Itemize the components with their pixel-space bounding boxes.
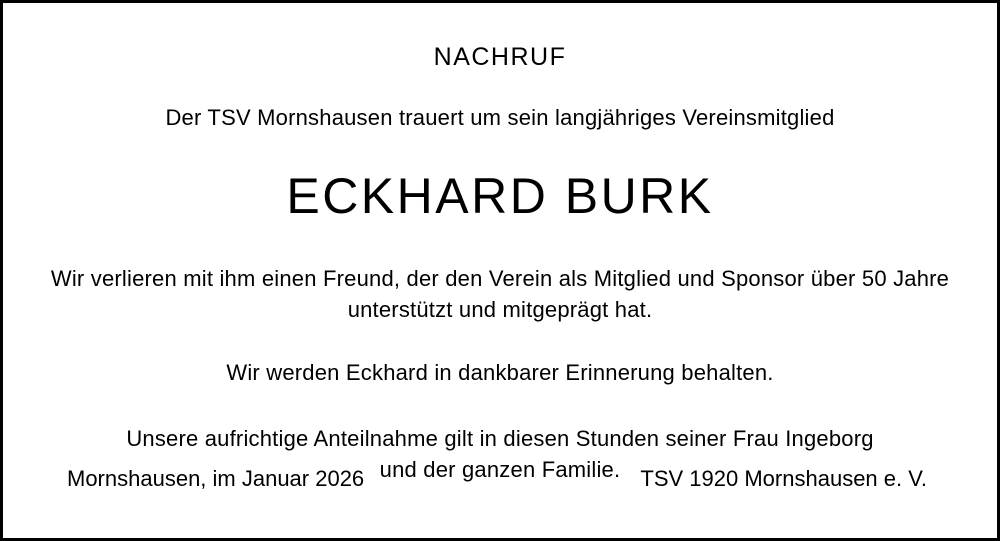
obituary-content [15, 13, 985, 528]
obituary-intro-text: Der TSV Mornshausen trauert um sein langjähriges Vereinsmitglied [165, 105, 835, 130]
tribute-paragraph-3-line-2: und der ganzen Familie. [379, 456, 621, 482]
deceased-name: ECKHARD BURK [286, 168, 714, 224]
tribute-paragraph-1-line-2: unterstützt und mitgeprägt hat. [347, 297, 653, 323]
tribute-paragraph-1-line-1: Wir verlieren mit ihm einen Freund, der den Verein als Mitglied und Sponsor über 50 Jahre [50, 266, 950, 291]
tribute-paragraph-3-line-1: Unsere aufrichtige Anteilnahme gilt in diesen Stunden seiner Frau Ingeborg [126, 425, 874, 451]
place-and-date: Mornshausen, im Januar 2026 [67, 466, 365, 491]
obituary-heading: NACHRUF [433, 43, 567, 71]
tribute-paragraph-2: Wir werden Eckhard in dankbarer Erinnerung behalten. [226, 360, 774, 386]
organization-signature: TSV 1920 Mornshausen e. V. [640, 466, 927, 491]
tribute-paragraph-1 [49, 263, 951, 325]
obituary-footer [49, 466, 951, 492]
